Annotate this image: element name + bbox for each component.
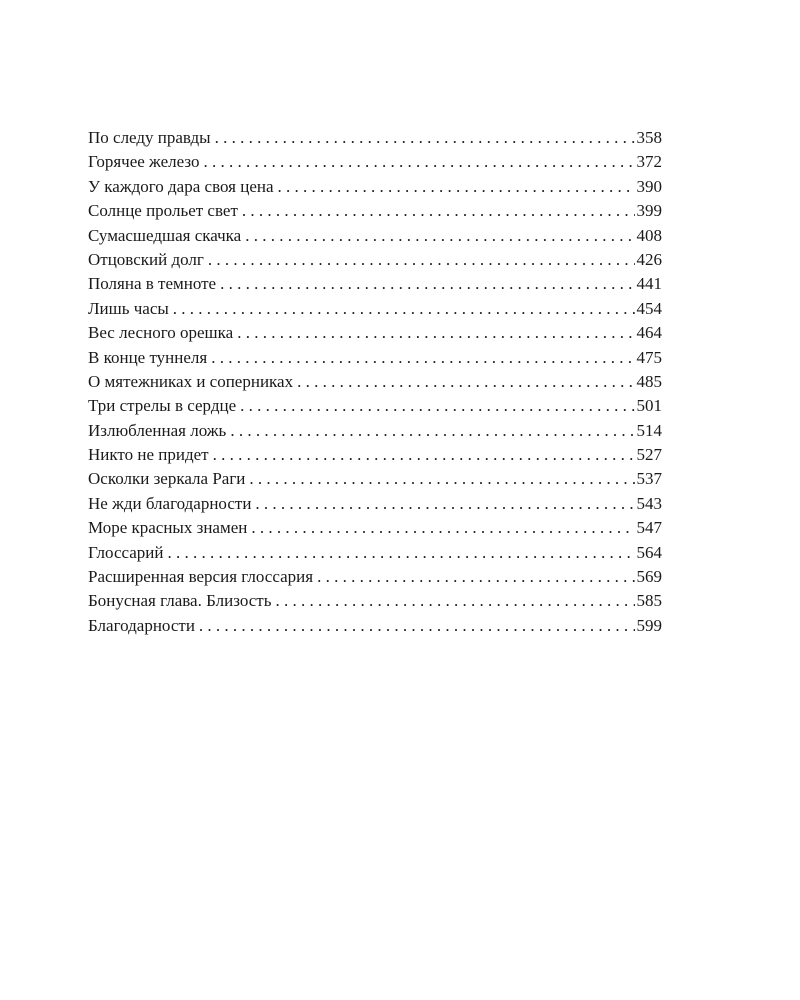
- toc-entry-page: 547: [636, 518, 662, 538]
- toc-dot-leader: [213, 443, 635, 467]
- toc-dot-leader: [297, 370, 634, 394]
- toc-entry-page: 514: [636, 420, 662, 440]
- toc-entry-page: 585: [636, 591, 662, 611]
- toc-entry: [88, 467, 662, 491]
- toc-entry-page: 399: [636, 201, 662, 221]
- toc-entry-page: 372: [636, 152, 662, 172]
- toc-entry-title: По следу правды: [88, 128, 211, 147]
- toc-entry-page: 569: [636, 567, 662, 587]
- toc-dot-leader: [278, 175, 635, 199]
- toc-entry-title: Лишь часы: [88, 298, 169, 318]
- toc-entry: [88, 370, 662, 394]
- toc-entry-title: Глоссарий: [88, 542, 164, 562]
- toc-dot-leader: [249, 467, 634, 491]
- toc-dot-leader: [215, 126, 635, 150]
- toc-dot-leader: [173, 297, 635, 321]
- toc-entry-title: Расширенная версия глоссария: [88, 567, 314, 587]
- toc-dot-leader: [168, 541, 635, 565]
- toc-entry-page: 358: [636, 128, 662, 147]
- toc-entry-page: 454: [636, 298, 662, 318]
- toc-entry-title: Не жди благодарности: [88, 493, 252, 513]
- toc-entry: [88, 492, 662, 516]
- toc-entry-page: 408: [636, 225, 662, 245]
- table-of-contents: [88, 126, 662, 638]
- toc-entry-title: В конце туннеля: [88, 347, 208, 367]
- toc-entry: [88, 297, 662, 321]
- toc-entry: [88, 614, 662, 638]
- toc-entry: [88, 175, 662, 199]
- toc-entry-title: Отцовский долг: [88, 249, 204, 269]
- toc-entry-title: О мятежниках и соперниках: [88, 371, 294, 391]
- toc-entry-page: 501: [636, 396, 662, 416]
- toc-dot-leader: [276, 589, 635, 613]
- toc-entry: [88, 394, 662, 418]
- toc-entry-title: Никто не придет: [88, 445, 209, 465]
- toc-dot-leader: [240, 394, 634, 418]
- toc-entry: [88, 419, 662, 443]
- toc-entry: [88, 589, 662, 613]
- toc-entry-title: Три стрелы в сердце: [88, 396, 237, 416]
- toc-entry-title: Бонусная глава. Близость: [88, 591, 272, 611]
- toc-entry: [88, 541, 662, 565]
- toc-entry-page: 527: [636, 445, 662, 465]
- toc-entry-title: Благодарности: [88, 615, 195, 635]
- toc-entry-page: 599: [636, 615, 662, 635]
- toc-dot-leader: [251, 516, 634, 540]
- toc-entry-page: 564: [636, 542, 662, 562]
- toc-entry: [88, 150, 662, 174]
- toc-entry-title: Вес лесного орешка: [88, 323, 234, 343]
- toc-dot-leader: [208, 248, 635, 272]
- toc-dot-leader: [211, 346, 634, 370]
- toc-entry-page: 485: [636, 371, 662, 391]
- toc-dot-leader: [255, 492, 634, 516]
- toc-dot-leader: [245, 224, 634, 248]
- toc-dot-leader: [203, 150, 634, 174]
- toc-entry: [88, 321, 662, 345]
- toc-entry: [88, 272, 662, 296]
- toc-entry-page: 426: [636, 249, 662, 269]
- toc-entry: [88, 565, 662, 589]
- toc-entry-title: Поляна в темноте: [88, 274, 217, 294]
- toc-entry-page: 537: [636, 469, 662, 489]
- toc-entry: [88, 346, 662, 370]
- toc-dot-leader: [220, 272, 634, 296]
- toc-entry-page: 390: [636, 176, 662, 196]
- toc-dot-leader: [317, 565, 634, 589]
- toc-entry: [88, 126, 662, 150]
- toc-entry-title: Сумасшедшая скачка: [88, 225, 242, 245]
- toc-entry-title: Излюбленная ложь: [88, 420, 227, 440]
- toc-entry-page: 475: [636, 347, 662, 367]
- toc-entry: [88, 516, 662, 540]
- toc-entry-title: У каждого дара своя цена: [88, 176, 274, 196]
- toc-dot-leader: [199, 614, 635, 638]
- toc-entry-page: 441: [636, 274, 662, 294]
- toc-entry-page: 464: [636, 323, 662, 343]
- toc-entry-title: Осколки зеркала Раги: [88, 469, 246, 489]
- toc-entry: [88, 443, 662, 467]
- toc-dot-leader: [230, 419, 634, 443]
- toc-entry-title: Горячее железо: [88, 152, 200, 172]
- toc-dot-leader: [242, 199, 635, 223]
- toc-dot-leader: [237, 321, 634, 345]
- toc-entry-title: Море красных знамен: [88, 518, 248, 538]
- toc-entry: [88, 224, 662, 248]
- toc-entry: [88, 199, 662, 223]
- toc-entry: [88, 248, 662, 272]
- toc-entry-page: 543: [636, 493, 662, 513]
- toc-entry-title: Солнце прольет свет: [88, 201, 238, 221]
